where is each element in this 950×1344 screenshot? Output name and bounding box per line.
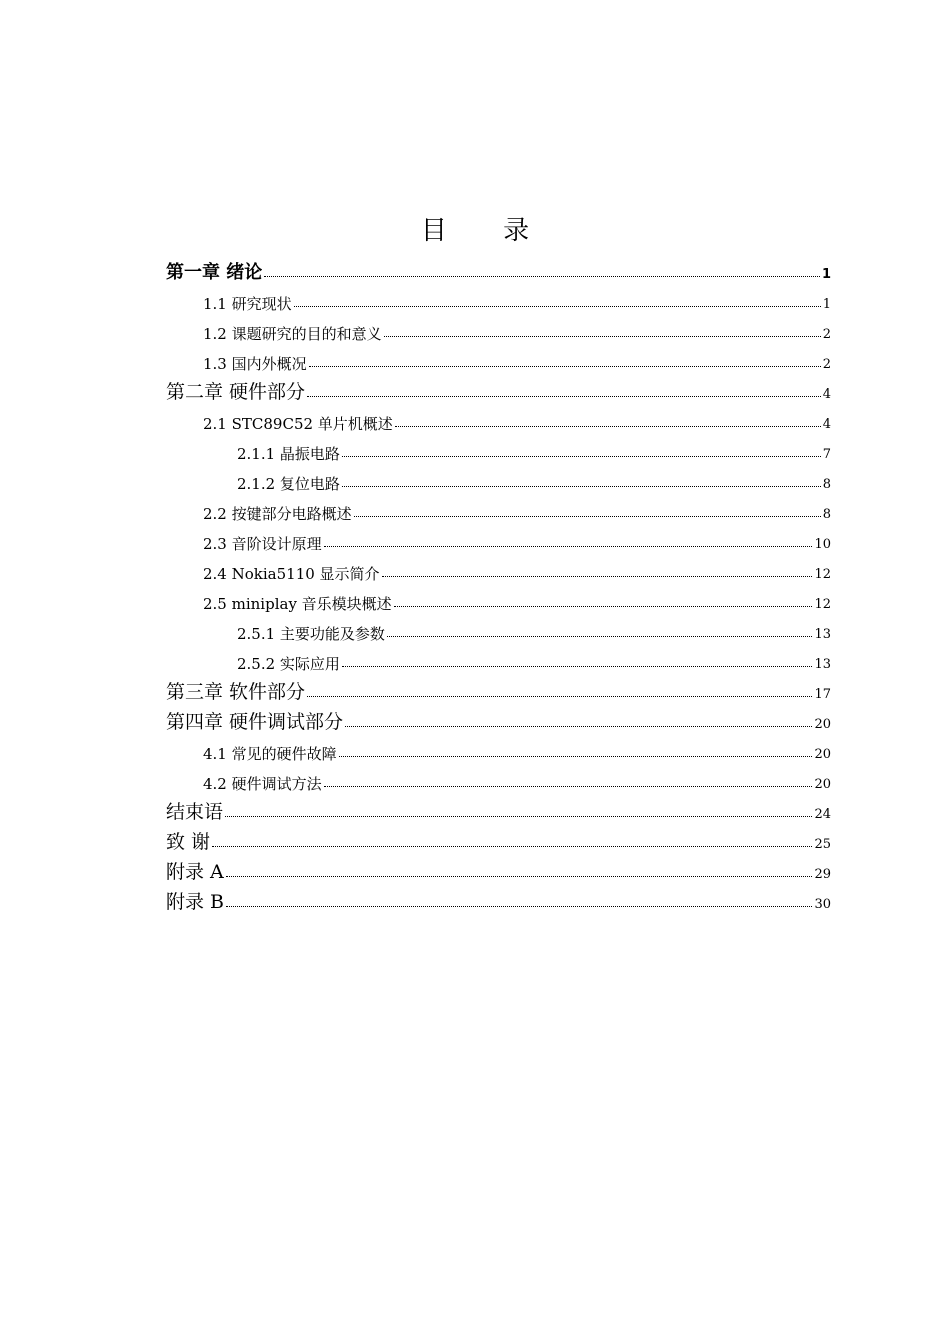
toc-list bbox=[166, 254, 831, 914]
toc-entry-page: 7 bbox=[822, 447, 831, 462]
toc-leader-dots bbox=[395, 426, 821, 427]
toc-leader-dots bbox=[324, 546, 813, 547]
toc-entry-label: 2.1.2 复位电路 bbox=[237, 475, 340, 493]
toc-entry[interactable] bbox=[166, 494, 831, 524]
toc-entry[interactable] bbox=[166, 674, 831, 704]
toc-entry[interactable] bbox=[166, 404, 831, 434]
toc-leader-dots bbox=[307, 396, 821, 397]
toc-entry-label: 2.4 Nokia5110 显示简介 bbox=[203, 565, 380, 583]
toc-entry[interactable] bbox=[166, 884, 831, 914]
toc-entry[interactable] bbox=[166, 464, 831, 494]
toc-entry-page: 4 bbox=[822, 387, 831, 402]
toc-entry-page: 25 bbox=[814, 837, 831, 852]
toc-leader-dots bbox=[307, 696, 812, 697]
toc-entry-page: 12 bbox=[814, 597, 831, 612]
toc-entry-page: 20 bbox=[814, 777, 831, 792]
toc-entry-page: 2 bbox=[822, 327, 831, 342]
toc-entry-page: 1 bbox=[822, 297, 831, 312]
toc-entry-page: 20 bbox=[814, 747, 831, 762]
toc-entry-label: 附录 A bbox=[166, 861, 224, 883]
toc-entry[interactable] bbox=[166, 284, 831, 314]
toc-entry-label: 2.5.1 主要功能及参数 bbox=[237, 625, 385, 643]
toc-entry-label: 2.3 音阶设计原理 bbox=[203, 535, 322, 553]
toc-entry[interactable] bbox=[166, 254, 831, 284]
toc-leader-dots bbox=[264, 276, 820, 277]
toc-leader-dots bbox=[294, 306, 821, 307]
toc-leader-dots bbox=[342, 666, 813, 667]
toc-entry-label: 2.1.1 晶振电路 bbox=[237, 445, 340, 463]
toc-entry-page: 24 bbox=[814, 807, 831, 822]
toc-entry-label: 第二章 硬件部分 bbox=[166, 381, 306, 403]
toc-title: 目 录 bbox=[420, 216, 554, 246]
toc-entry-label: 1.3 国内外概况 bbox=[203, 355, 307, 373]
toc-entry-label: 结束语 bbox=[166, 801, 224, 823]
toc-entry[interactable] bbox=[166, 314, 831, 344]
toc-entry-label: 第三章 软件部分 bbox=[166, 681, 306, 703]
toc-leader-dots bbox=[345, 726, 812, 727]
toc-entry[interactable] bbox=[166, 644, 831, 674]
toc-entry-label: 1.1 研究现状 bbox=[203, 295, 292, 313]
toc-entry-label: 2.2 按键部分电路概述 bbox=[203, 505, 352, 523]
toc-leader-dots bbox=[394, 606, 813, 607]
toc-leader-dots bbox=[342, 486, 821, 487]
toc-entry-label: 附录 B bbox=[166, 891, 225, 913]
toc-entry[interactable] bbox=[166, 734, 831, 764]
toc-entry[interactable] bbox=[166, 704, 831, 734]
toc-leader-dots bbox=[226, 876, 813, 877]
toc-entry-page: 8 bbox=[822, 477, 831, 492]
toc-entry[interactable] bbox=[166, 584, 831, 614]
toc-entry-page: 2 bbox=[822, 357, 831, 372]
toc-leader-dots bbox=[309, 366, 821, 367]
toc-entry-page: 13 bbox=[814, 627, 831, 642]
toc-entry-label: 2.5.2 实际应用 bbox=[237, 655, 340, 673]
toc-leader-dots bbox=[324, 786, 813, 787]
toc-entry-page: 17 bbox=[814, 687, 831, 702]
toc-entry-label: 致 谢 bbox=[166, 831, 211, 853]
toc-entry-page: 1 bbox=[821, 267, 831, 282]
toc-entry-page: 30 bbox=[814, 897, 831, 912]
toc-leader-dots bbox=[226, 906, 812, 907]
toc-leader-dots bbox=[212, 846, 812, 847]
toc-leader-dots bbox=[382, 576, 813, 577]
toc-leader-dots bbox=[225, 816, 812, 817]
toc-entry[interactable] bbox=[166, 824, 831, 854]
toc-entry[interactable] bbox=[166, 764, 831, 794]
toc-entry[interactable] bbox=[166, 524, 831, 554]
toc-entry[interactable] bbox=[166, 434, 831, 464]
toc-entry-label: 4.2 硬件调试方法 bbox=[203, 775, 322, 793]
toc-entry-page: 20 bbox=[814, 717, 831, 732]
toc-entry-page: 10 bbox=[814, 537, 831, 552]
toc-leader-dots bbox=[384, 336, 821, 337]
toc-entry-page: 13 bbox=[814, 657, 831, 672]
toc-leader-dots bbox=[342, 456, 821, 457]
toc-entry-label: 2.5 miniplay 音乐模块概述 bbox=[203, 595, 392, 613]
toc-leader-dots bbox=[339, 756, 813, 757]
toc-entry[interactable] bbox=[166, 854, 831, 884]
toc-entry[interactable] bbox=[166, 344, 831, 374]
toc-entry[interactable] bbox=[166, 794, 831, 824]
toc-entry-page: 12 bbox=[814, 567, 831, 582]
toc-entry-label: 4.1 常见的硬件故障 bbox=[203, 745, 337, 763]
toc-leader-dots bbox=[354, 516, 821, 517]
toc-entry-label: 1.2 课题研究的目的和意义 bbox=[203, 325, 382, 343]
toc-entry[interactable] bbox=[166, 374, 831, 404]
toc-leader-dots bbox=[387, 636, 813, 637]
toc-entry-label: 2.1 STC89C52 单片机概述 bbox=[203, 415, 393, 433]
toc-entry-page: 8 bbox=[822, 507, 831, 522]
toc-entry-label: 第四章 硬件调试部分 bbox=[166, 711, 344, 733]
toc-entry-page: 29 bbox=[814, 867, 831, 882]
toc-entry[interactable] bbox=[166, 554, 831, 584]
toc-entry[interactable] bbox=[166, 614, 831, 644]
toc-entry-page: 4 bbox=[822, 417, 831, 432]
toc-entry-label: 第一章 绪论 bbox=[166, 262, 263, 283]
